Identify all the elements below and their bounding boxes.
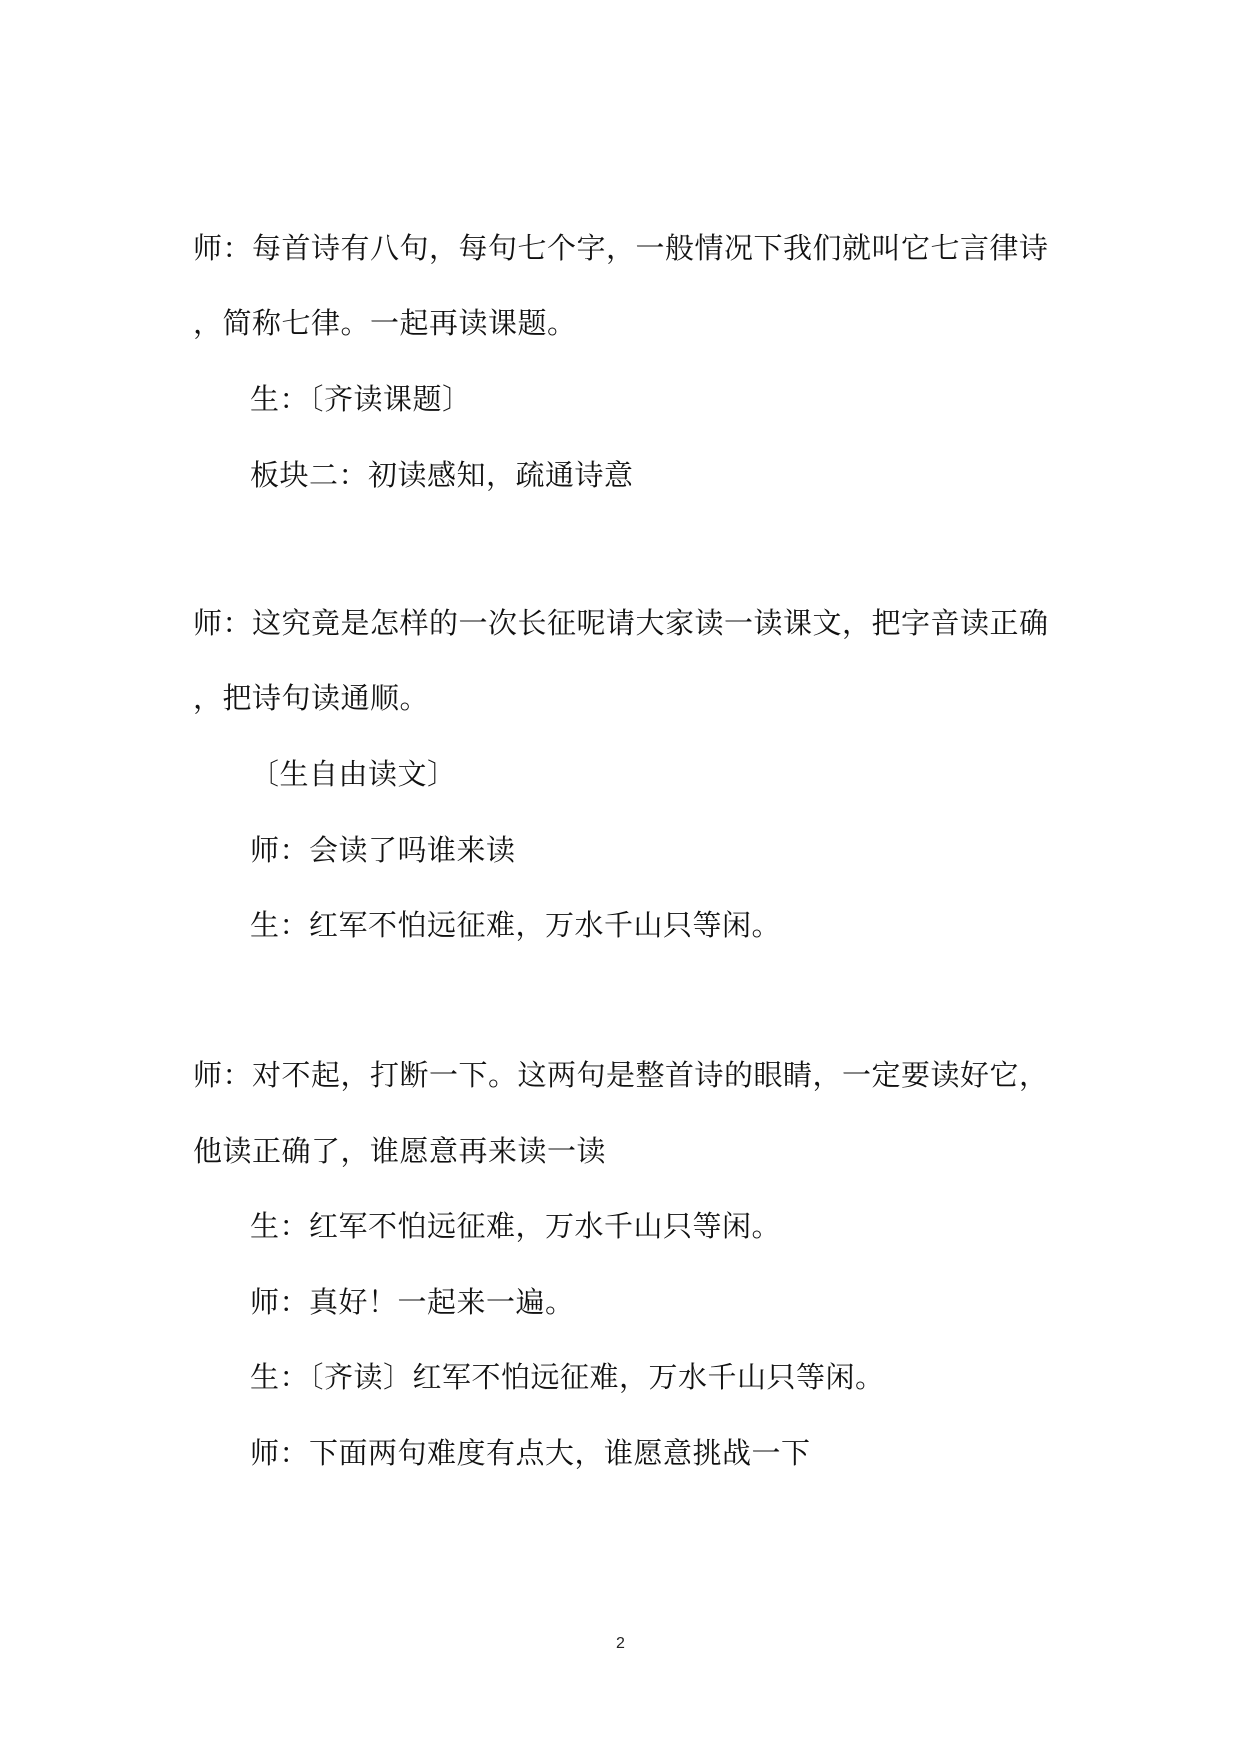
text-line-2: ，简称七律。一起再读课题。 — [193, 306, 577, 340]
text-line-10: 师：对不起，打断一下。这两句是整首诗的眼睛，一定要读好它， — [193, 1058, 1049, 1092]
text-line-8: 师：会读了吗谁来读 — [250, 833, 516, 867]
text-line-3: 生：〔齐读课题〕 — [250, 382, 472, 416]
text-line-9: 生：红军不怕远征难，万水千山只等闲。 — [250, 908, 782, 942]
text-line-5: 师：这究竟是怎样的一次长征呢请大家读一读课文，把字音读正确 — [193, 606, 1049, 640]
text-line-14: 生：〔齐读〕红军不怕远征难，万水千山只等闲。 — [250, 1360, 885, 1394]
text-line-1: 师：每首诗有八句，每句七个字，一般情况下我们就叫它七言律诗 — [193, 231, 1049, 265]
text-line-12: 生：红军不怕远征难，万水千山只等闲。 — [250, 1209, 782, 1243]
text-line-7: 〔生自由读文〕 — [250, 757, 457, 791]
page-number: 2 — [616, 1635, 625, 1652]
section-heading: 板块二：初读感知，疏通诗意 — [250, 458, 634, 492]
text-line-6: ，把诗句读通顺。 — [193, 681, 430, 715]
text-line-15: 师：下面两句难度有点大，谁愿意挑战一下 — [250, 1436, 811, 1470]
text-line-11: 他读正确了，谁愿意再来读一读 — [193, 1134, 607, 1168]
text-line-13: 师：真好！一起来一遍。 — [250, 1285, 575, 1319]
